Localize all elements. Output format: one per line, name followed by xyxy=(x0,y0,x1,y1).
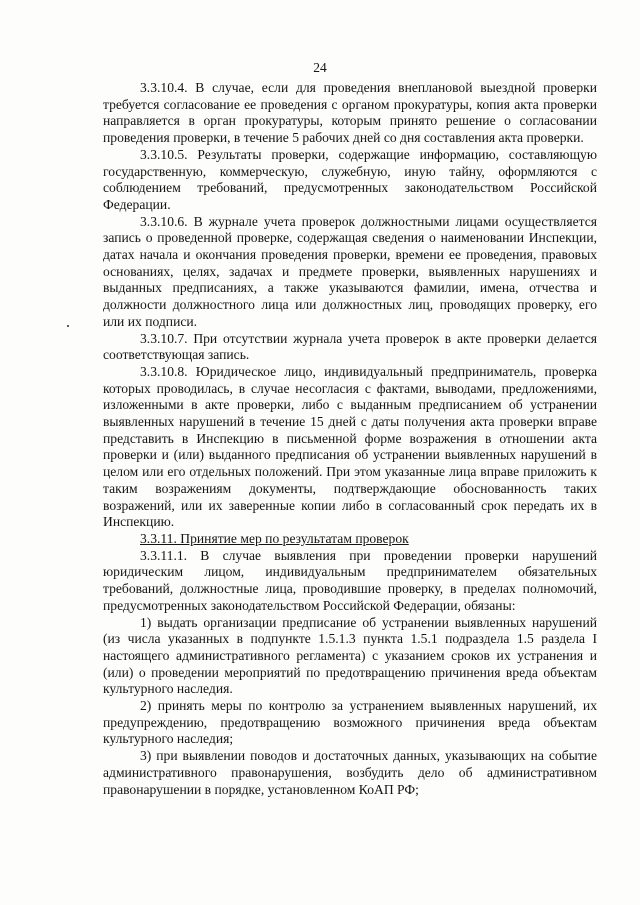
list-item-2: 2) принять меры по контролю за устранением выявленных нарушений, их предупреждению, предотвращению возможного причинения вреда объектам культурного наследия; xyxy=(103,698,597,747)
paragraph-3-3-10-4: 3.3.10.4. В случае, если для проведения внеплановой выездной проверки требуется согласование ее проведения с органом прокуратуры, копия акта проверки направляется в орган прокуратуры, которым принято решение о согласовании проведения проверки, в течение 5 рабочих дней со дня составления акта проверки. xyxy=(103,80,597,146)
scan-speck xyxy=(67,325,69,327)
list-item-1: 1) выдать организации предписание об устранении выявленных нарушений (из числа указанных в подпункте 1.5.1.3 пункта 1.5.1 подраздела 1.5 раздела I настоящего административного регламента) с указанием сроков их устранения и (или) о проведении мероприятий по предотвращению причинения вреда объектам культурного наследия. xyxy=(103,614,597,697)
page-number: 24 xyxy=(313,60,327,75)
paragraph-3-3-10-6: 3.3.10.6. В журнале учета проверок должностными лицами осуществляется запись о проведенной проверке, содержащая сведения о наименовании Инспекции, датах начала и окончания проведения проверки, времени ее проведения, правовых основаниях, целях, задачах и предмете проверки, выявленных нарушениях и выданных предписаниях, а также указываются фамилии, имена, отчества и должности должностного лица или должностных лиц, проводящих проверку, его или их подписи. xyxy=(103,213,597,329)
section-heading-3-3-11 xyxy=(103,531,597,548)
list-item-3: 3) при выявлении поводов и достаточных данных, указывающих на событие административного правонарушения, возбудить дело об административном правонарушении в порядке, установленном КоАП РФ; xyxy=(103,748,597,797)
paragraph-3-3-11-1: 3.3.11.1. В случае выявления при проведении проверки нарушений юридическим лицом, индивидуальным предпринимателем обязательных требований, должностные лица, проводившие проверку, в пределах полномочий, предусмотренных законодательством Российской Федерации, обязаны: xyxy=(103,547,597,613)
paragraph-3-3-10-5: 3.3.10.5. Результаты проверки, содержащие информацию, составляющую государственную, коммерческую, служебную, иную тайну, оформляются с соблюдением требований, предусмотренных законодательством Российской Федерации. xyxy=(103,146,597,212)
section-heading-text: 3.3.11. Принятие мер по результатам проверок xyxy=(140,530,409,546)
document-body xyxy=(103,80,597,798)
paragraph-3-3-10-7: 3.3.10.7. При отсутствии журнала учета проверок в акте проверки делается соответствующая запись. xyxy=(103,330,597,363)
paragraph-3-3-10-8: 3.3.10.8. Юридическое лицо, индивидуальный предприниматель, проверка которых проводилась, в случае несогласия с фактами, выводами, предложениями, изложенными в акте проверки, либо с выданным предписанием об устранении выявленных нарушений в течение 15 дней с даты получения акта проверки вправе представить в Инспекцию в письменной форме возражения в отношении акта проверки и (или) выданного предписания об устранении выявленных нарушений в целом или его отдельных положений. При этом указанные лица вправе приложить к таким возражениям документы, подтверждающие обоснованность таких возражений, или их заверенные копии либо в согласованный срок передать их в Инспекцию. xyxy=(103,363,597,530)
